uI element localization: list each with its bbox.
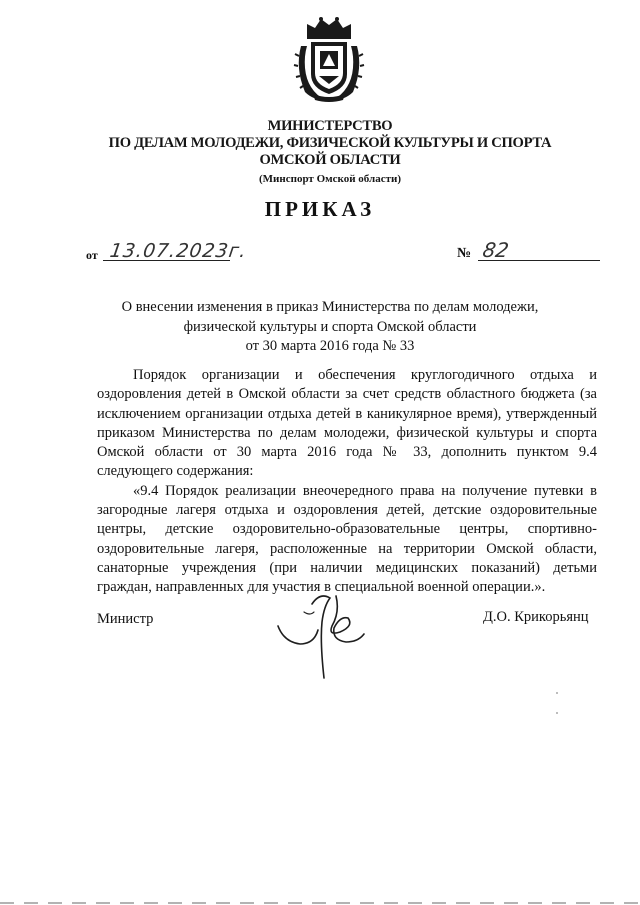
ministry-abbreviation: (Минспорт Омской области) — [259, 173, 401, 185]
body-paragraph: Порядок организации и обеспечения круглогодичного отдыха и оздоровления детей в Омской области за счет средств областного бюджета (за исключением организации отдыха детей в каникулярное время), утвержденный приказом Министерства по делам молодежи, физической культуры и спорта Омской области от 30 марта 2016 года № 33, дополнить пунктом 9.4 следующего содержания: — [97, 367, 597, 480]
number-prefix: № — [457, 246, 472, 261]
ministry-line: ПО ДЕЛАМ МОЛОДЕЖИ, ФИЗИЧЕСКОЙ КУЛЬТУРЫ И СПОРТА — [108, 135, 552, 151]
date-prefix: от — [86, 248, 98, 262]
body-paragraph: «9.4 Порядок реализации внеочередного права на получение путевки в загородные лагеря отдыха и оздоровления детей, детские оздоровительные центры, детские оздоровительно-образовательные центры, спортивно-оздоровительные лагеря, расположенные на территории Омской области, санаторные учреждения (при наличии медицинских показаний) детьми граждан, направленных для участия в специальной военной операции.». — [97, 482, 597, 596]
minister-title: Министр — [97, 611, 154, 627]
handwritten-date: 13.07.2023г. — [108, 240, 249, 262]
order-body — [97, 366, 597, 598]
order-subject — [100, 298, 560, 357]
subject-line: от 30 марта 2016 года № 33 — [245, 338, 415, 354]
minister-name: Д.О. Крикорьянц — [483, 609, 589, 625]
scan-speck — [556, 692, 558, 694]
ministry-line: ОМСКОЙ ОБЛАСТИ — [259, 152, 401, 168]
scan-speck — [556, 712, 558, 714]
ministry-header — [60, 118, 600, 187]
ministry-line: МИНИСТЕРСТВО — [267, 118, 393, 134]
handwritten-number: 82 — [480, 238, 511, 262]
subject-line: О внесении изменения в приказ Министерства по делам молодежи, — [121, 299, 539, 315]
subject-line: физической культуры и спорта Омской области — [183, 318, 477, 335]
omsk-coat-of-arms-icon — [293, 16, 365, 102]
handwritten-signature-icon — [274, 582, 374, 682]
scan-edge-artifact — [0, 901, 640, 905]
document-type-title: ПРИКАЗ — [264, 197, 376, 221]
